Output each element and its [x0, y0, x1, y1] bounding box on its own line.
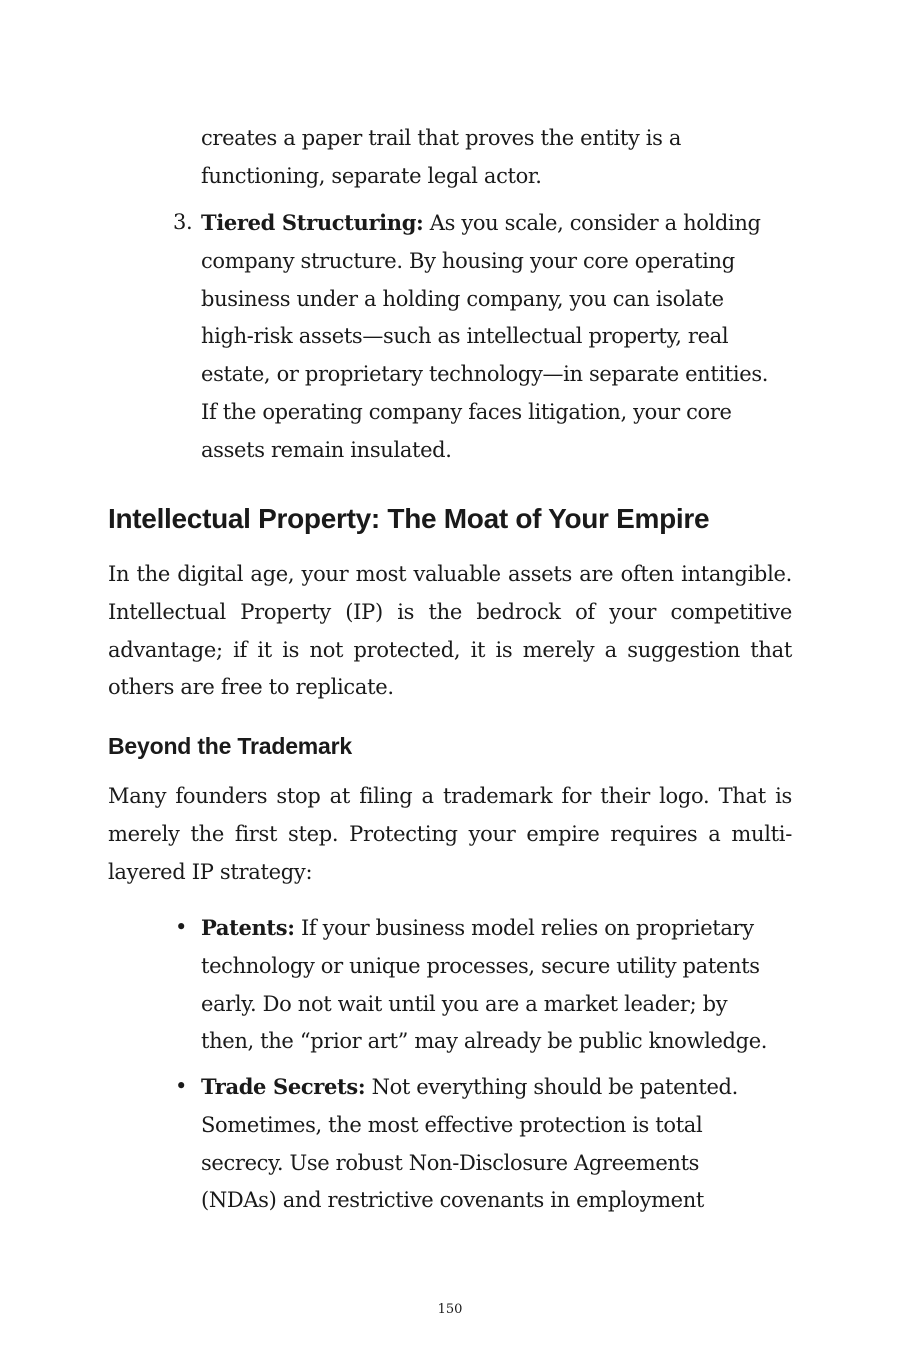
text-line: Many founders stop at filing a trademark for their logo. That is: [108, 784, 792, 808]
text-line: [201, 1068, 801, 1107]
page-number: 150: [437, 1302, 463, 1317]
list-item-text: If your business model relies on proprietary: [294, 916, 754, 940]
section-heading: Intellectual Property: The Moat of Your Empire: [108, 503, 710, 534]
list-item-term: Tiered Structuring:: [201, 210, 424, 235]
subsection-heading: Beyond the Trademark: [108, 733, 352, 759]
list-item-text: As you scale, consider a holding: [423, 211, 761, 235]
text-line: business under a holding company, you can isolate: [201, 286, 724, 311]
text-line: high-risk assets—such as intellectual property, real: [201, 324, 729, 349]
text-line: others are free to replicate.: [108, 675, 394, 700]
text-line: then, the “prior art” may already be public knowledge.: [201, 1029, 768, 1054]
bullet-item-patents: [175, 909, 801, 1061]
subsection-paragraph: [108, 778, 792, 891]
text-line: Sometimes, the most effective protection is total: [201, 1112, 703, 1137]
text-line: (NDAs) and restrictive covenants in employment: [201, 1188, 704, 1213]
list-item-continuation: [201, 120, 801, 195]
text-line: Intellectual Property (IP) is the bedrock of your competitive: [108, 599, 792, 624]
text-line: technology or unique processes, secure utility patents: [201, 953, 760, 978]
text-line: In the digital age, your most valuable assets are often intangible.: [108, 562, 792, 586]
text-line: early. Do not wait until you are a market leader; by: [201, 991, 728, 1016]
numbered-list-item-3: [173, 204, 801, 470]
bullet-icon: •: [175, 915, 188, 939]
text-line: [201, 204, 801, 243]
list-item-term: Trade Secrets:: [201, 1074, 366, 1099]
text-line: advantage; if it is not protected, it is merely a suggestion that: [108, 637, 792, 662]
text-line: creates a paper trail that proves the entity is a: [201, 126, 682, 150]
list-number: 3.: [173, 210, 193, 234]
text-line: assets remain insulated.: [201, 437, 452, 462]
text-line: estate, or proprietary technology—in separate entities.: [201, 362, 769, 387]
text-line: secrecy. Use robust Non-Disclosure Agreements: [201, 1150, 700, 1175]
list-item-term: Patents:: [201, 915, 295, 940]
text-line: layered IP strategy:: [108, 859, 313, 884]
text-line: If the operating company faces litigation, your core: [201, 399, 732, 424]
text-line: company structure. By housing your core operating: [201, 248, 735, 273]
text-line: functioning, separate legal actor.: [201, 163, 542, 188]
text-line: [201, 909, 801, 948]
bullet-icon: •: [175, 1074, 188, 1098]
text-line: merely the first step. Protecting your empire requires a multi-: [108, 821, 792, 846]
section-paragraph: [108, 556, 792, 707]
list-item-text: Not everything should be patented.: [365, 1075, 738, 1099]
bullet-item-trade-secrets: [175, 1068, 801, 1220]
